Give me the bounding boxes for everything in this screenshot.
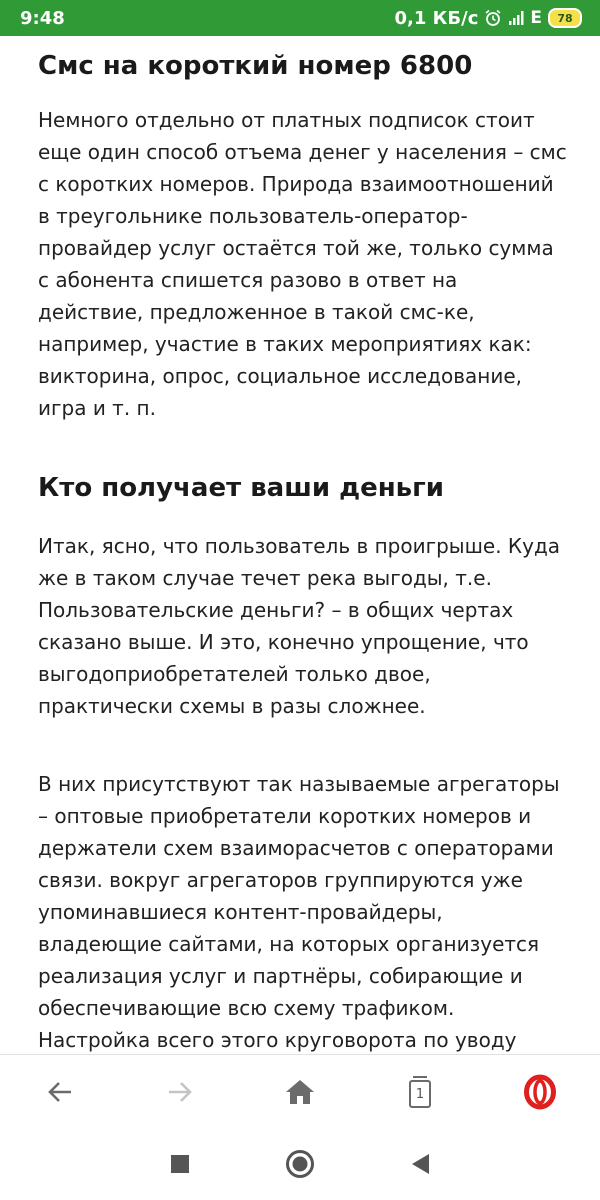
- section-heading: Кто получает ваши деньги: [38, 473, 444, 503]
- recents-square-icon: [170, 1154, 190, 1174]
- browser-toolbar: [0, 1054, 600, 1129]
- battery-icon: [548, 8, 582, 28]
- back-arrow-icon: [45, 1077, 75, 1107]
- article-paragraph: В них присутствуют так называемые агрегаторы – оптовые приобретатели коротких номеров и держатели схем взаиморасчетов с операторами связи. вокруг агрегаторов группируются уже упоминавшиеся контент-провайдеры, владеющие сайтами, на которых организуется реализация услуг и партнёры, собирающие и обеспечивающие всю схему трафиком. Настройка всего этого круговорота по уводу: [38, 772, 560, 1052]
- opera-logo-icon: [523, 1074, 557, 1110]
- forward-button[interactable]: [150, 1062, 210, 1122]
- home-icon: [284, 1077, 316, 1107]
- tabs-button[interactable]: [390, 1062, 450, 1122]
- status-bar: [0, 0, 600, 36]
- opera-menu-button[interactable]: [510, 1062, 570, 1122]
- home-nav-button[interactable]: [275, 1139, 325, 1189]
- status-time: 9:48: [20, 7, 65, 29]
- home-button[interactable]: [270, 1062, 330, 1122]
- signal-icon: [508, 10, 524, 26]
- tabs-count: 1: [415, 1086, 425, 1102]
- article-paragraph: Немного отдельно от платных подписок стоит еще один способ отъема денег у населения – смс с коротких номеров. Природа взаимоотношений в треугольнике пользователь-оператор-провайдер услуг остаётся той же, только сумма с абонента спишется разово в ответ на действие, предложенное в такой смс-ке, например, участие в таких мероприятиях как: викторина, опрос, социальное исследование, игра и т. п.: [38, 108, 567, 420]
- back-nav-button[interactable]: [395, 1139, 445, 1189]
- android-nav-bar: [0, 1128, 600, 1200]
- alarm-icon: [484, 9, 502, 27]
- section-heading: Смс на короткий номер 6800: [38, 51, 473, 81]
- network-type: E: [530, 8, 542, 28]
- back-triangle-icon: [409, 1152, 431, 1176]
- forward-arrow-icon: [165, 1077, 195, 1107]
- back-button[interactable]: [30, 1062, 90, 1122]
- recents-button[interactable]: [155, 1139, 205, 1189]
- status-right-group: [395, 8, 582, 29]
- home-circle-icon: [285, 1149, 315, 1179]
- article-content: [38, 36, 568, 1054]
- article-paragraph: Итак, ясно, что пользователь в проигрыше. Куда же в таком случае течет река выгоды, т.е. Пользовательские деньги? – в общих чертах сказано выше. И это, конечно упрощение, что выгодоприобретателей только двое, практически схемы в разы сложнее.: [38, 534, 561, 718]
- battery-level: 78: [557, 11, 573, 25]
- net-speed: 0,1 КБ/с: [394, 7, 479, 29]
